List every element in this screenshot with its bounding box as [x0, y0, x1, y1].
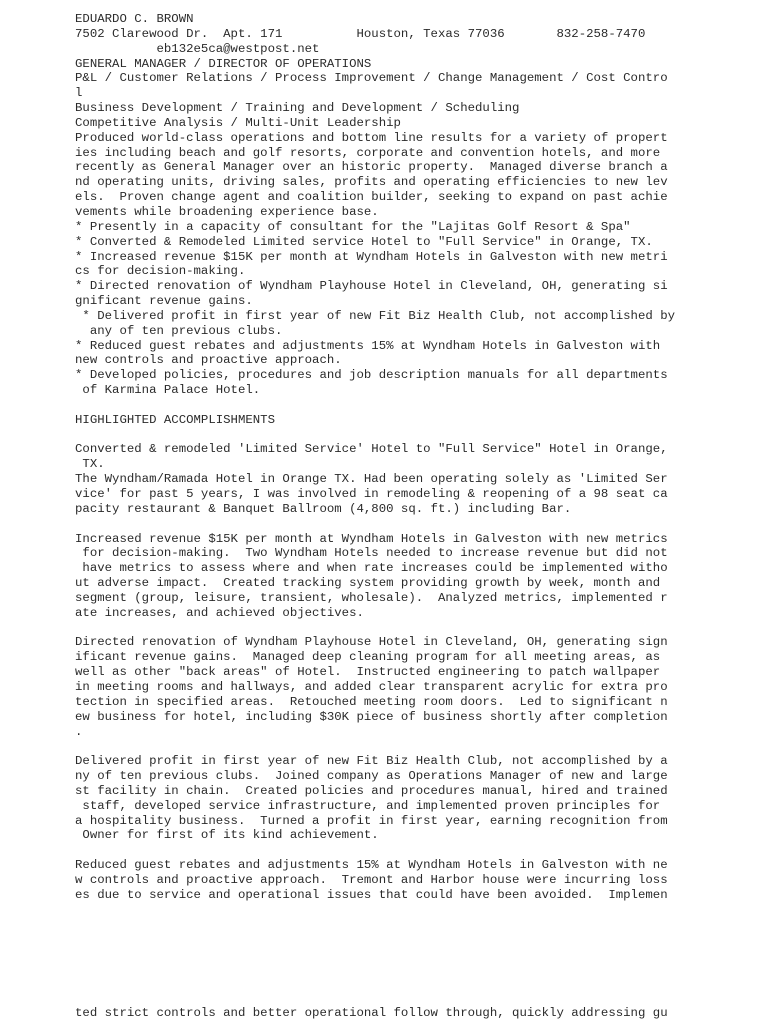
skills-line: Business Development / Training and Development / Scheduling	[75, 101, 520, 116]
section-heading: HIGHLIGHTED ACCOMPLISHMENTS	[75, 412, 276, 427]
bullet-line: of Karmina Palace Hotel.	[75, 383, 261, 398]
accomplishment-line: st facility in chain. Created policies and procedures manual, hired and trained	[75, 783, 668, 798]
accomplishment-line: Directed renovation of Wyndham Playhouse Hotel in Cleveland, OH, generating sign	[75, 635, 668, 650]
spacer	[75, 517, 765, 532]
bullet-line: * Converted & Remodeled Limited service Hotel to "Full Service" in Orange, TX.	[75, 234, 653, 249]
contact-address: 7502 Clarewood Dr. Apt. 171 Houston, Texas 77036 832-258-7470	[75, 26, 646, 41]
job-title: GENERAL MANAGER / DIRECTOR OF OPERATIONS	[75, 56, 372, 71]
accomplishment-line: ew business for hotel, including $30K piece of business shortly after completion	[75, 709, 668, 724]
accomplishment-line: for decision-making. Two Wyndham Hotels needed to increase revenue but did not	[75, 546, 668, 561]
bullet-line: gnificant revenue gains.	[75, 294, 253, 309]
accomplishment-line: ificant revenue gains. Managed deep cleaning program for all meeting areas, as	[75, 650, 661, 665]
spacer	[75, 621, 765, 636]
accomplishment-line: Reduced guest rebates and adjustments 15% at Wyndham Hotels in Galveston with ne	[75, 858, 668, 873]
summary-line: Produced world-class operations and bottom line results for a variety of propert	[75, 130, 668, 145]
spacer	[75, 398, 765, 413]
accomplishment-line: vice' for past 5 years, I was involved in remodeling & reopening of a 98 seat ca	[75, 487, 668, 501]
spacer	[75, 428, 765, 443]
accomplishment-line: w controls and proactive approach. Tremont and Harbor house were incurring loss	[75, 872, 668, 887]
bullet-line: * Directed renovation of Wyndham Playhouse Hotel in Cleveland, OH, generating si	[75, 279, 668, 294]
summary-line: nd operating units, driving sales, profits and operating efficiencies to new lev	[75, 175, 668, 190]
summary-line: recently as General Manager over an historic property. Managed diverse branch a	[75, 160, 668, 175]
page-bottom-continuation-line: ted strict controls and better operational follow through, quickly addressing gu	[75, 1006, 668, 1020]
spacer	[75, 739, 765, 754]
accomplishment-line: Increased revenue $15K per month at Wyndham Hotels in Galveston with new metrics	[75, 531, 668, 546]
bullet-line: new controls and proactive approach.	[75, 353, 342, 368]
accomplishment-line: The Wyndham/Ramada Hotel in Orange TX. Had been operating solely as 'Limited Ser	[75, 472, 668, 487]
applicant-name: EDUARDO C. BROWN	[75, 12, 194, 26]
bullet-line: any of ten previous clubs.	[75, 323, 283, 338]
accomplishment-line: .	[75, 724, 83, 739]
bullet-line: * Delivered profit in first year of new Fit Biz Health Club, not accomplished by	[75, 308, 676, 323]
summary-line: els. Proven change agent and coalition builder, seeking to expand on past achie	[75, 190, 668, 205]
accomplishment-line: Owner for first of its kind achievement.	[75, 828, 379, 843]
accomplishment-line: staff, developed service infrastructure, and implemented proven principles for	[75, 798, 661, 813]
accomplishment-line: segment (group, leisure, transient, wholesale). Analyzed metrics, implemented r	[75, 590, 668, 605]
summary-line: vements while broadening experience base.	[75, 204, 379, 219]
accomplishment-line: in meeting rooms and hallways, and added clear transparent acrylic for extra pro	[75, 679, 668, 694]
accomplishment-line: ate increases, and achieved objectives.	[75, 605, 364, 620]
accomplishment-line: Converted & remodeled 'Limited Service' Hotel to "Full Service" Hotel in Orange,	[75, 442, 668, 457]
accomplishment-line: ut adverse impact. Created tracking system providing growth by week, month and	[75, 576, 661, 591]
bullet-line: cs for decision-making.	[75, 264, 246, 279]
accomplishment-line: tection in specified areas. Retouched meeting room doors. Led to significant n	[75, 694, 668, 709]
accomplishment-line: Delivered profit in first year of new Fit Biz Health Club, not accomplished by a	[75, 754, 668, 769]
accomplishment-line: have metrics to assess where and when rate increases could be implemented witho	[75, 561, 668, 576]
accomplishment-line: pacity restaurant & Banquet Ballroom (4,800 sq. ft.) including Bar.	[75, 501, 572, 516]
accomplishment-line: a hospitality business. Turned a profit in first year, earning recognition from	[75, 813, 668, 828]
spacer	[75, 843, 765, 858]
accomplishment-line: ny of ten previous clubs. Joined company as Operations Manager of new and large	[75, 769, 668, 784]
accomplishment-line: TX.	[75, 457, 105, 472]
contact-email: eb132e5ca@westpost.net	[75, 41, 320, 56]
skills-line: l	[75, 86, 83, 101]
skills-line: Competitive Analysis / Multi-Unit Leadership	[75, 115, 401, 130]
bullet-line: * Reduced guest rebates and adjustments 15% at Wyndham Hotels in Galveston with	[75, 338, 661, 353]
bullet-line: * Developed policies, procedures and job description manuals for all departments	[75, 368, 668, 383]
summary-line: ies including beach and golf resorts, corporate and convention hotels, and more	[75, 145, 661, 160]
accomplishment-line: es due to service and operational issues that could have been avoided. Implemen	[75, 887, 668, 902]
resume-document	[75, 12, 765, 903]
accomplishment-line: well as other "back areas" of Hotel. Instructed engineering to patch wallpaper	[75, 665, 661, 680]
bullet-line: * Increased revenue $15K per month at Wyndham Hotels in Galveston with new metri	[75, 249, 668, 264]
skills-line: P&L / Customer Relations / Process Improvement / Change Management / Cost Contro	[75, 71, 668, 86]
bullet-line: * Presently in a capacity of consultant for the "Lajitas Golf Resort & Spa"	[75, 219, 631, 234]
